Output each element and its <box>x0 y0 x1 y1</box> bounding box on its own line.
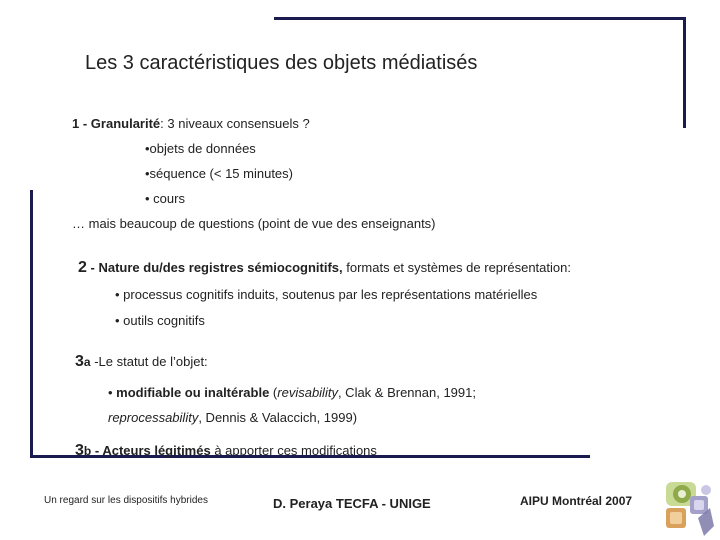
section-1-item-2: •séquence (< 15 minutes) <box>145 166 293 181</box>
tecfa-logo-icon <box>660 478 718 538</box>
section-3a-item2-italic: reprocessability <box>108 410 199 425</box>
section-3a-item-rest: , Clak & Brennan, 1991; <box>337 385 476 400</box>
frame-top-border <box>274 17 686 20</box>
section-3a-item2-rest: , Dennis & Valaccich, 1999) <box>198 410 358 425</box>
section-3b-heading <box>75 442 377 460</box>
section-3a-heading <box>75 353 208 371</box>
frame-left-border <box>30 190 33 457</box>
section-2-item-2: • outils cognitifs <box>115 313 205 328</box>
section-3a-item-line-2 <box>108 410 357 425</box>
section-2-number: 2 <box>78 259 87 276</box>
section-3b-number: 3 <box>75 442 84 459</box>
section-3a-item-bold: modifiable ou inaltérable <box>116 385 270 400</box>
section-2-rest: formats et systèmes de représentation: <box>342 260 571 275</box>
section-2-item-1: • processus cognitifs induits, soutenus par les représentations matérielles <box>115 287 538 302</box>
section-3a-rest: -Le statut de l’objet: <box>90 354 208 369</box>
section-1-item-1: •objets de données <box>145 141 256 156</box>
section-3a-sub: a <box>83 355 91 369</box>
footer-event: AIPU Montréal 2007 <box>520 494 633 508</box>
section-1-rest: : 3 niveaux consensuels ? <box>160 116 310 131</box>
section-2-heading <box>78 259 571 277</box>
section-3a-item-italic: revisability <box>277 385 338 400</box>
footer-author: D. Peraya TECFA - UNIGE <box>273 496 431 511</box>
section-1-number: 1 - <box>72 116 91 131</box>
slide-title: Les 3 caractéristiques des objets médiatisés <box>85 52 478 74</box>
section-1-item-3: • cours <box>145 191 185 206</box>
section-1-note: … mais beaucoup de questions (point de vue des enseignants) <box>72 216 436 231</box>
section-3b-bold: - Acteurs légitimés <box>91 443 211 458</box>
section-3b-rest: à apporter ces modifications <box>210 443 377 458</box>
section-1-heading <box>72 116 310 131</box>
section-3a-item-bullet: • <box>108 385 117 400</box>
section-3a-item-open: ( <box>269 385 278 400</box>
section-3b-sub: b <box>83 444 92 458</box>
section-3a-number: 3 <box>75 353 84 370</box>
footer-left-text: Un regard sur les dispositifs hybrides <box>44 495 208 506</box>
frame-right-border <box>683 17 686 128</box>
section-3a-item-line-1 <box>108 385 476 400</box>
section-2-bold: - Nature du/des registres sémiocognitifs, <box>86 260 343 275</box>
section-1-bold: Granularité <box>90 116 161 131</box>
